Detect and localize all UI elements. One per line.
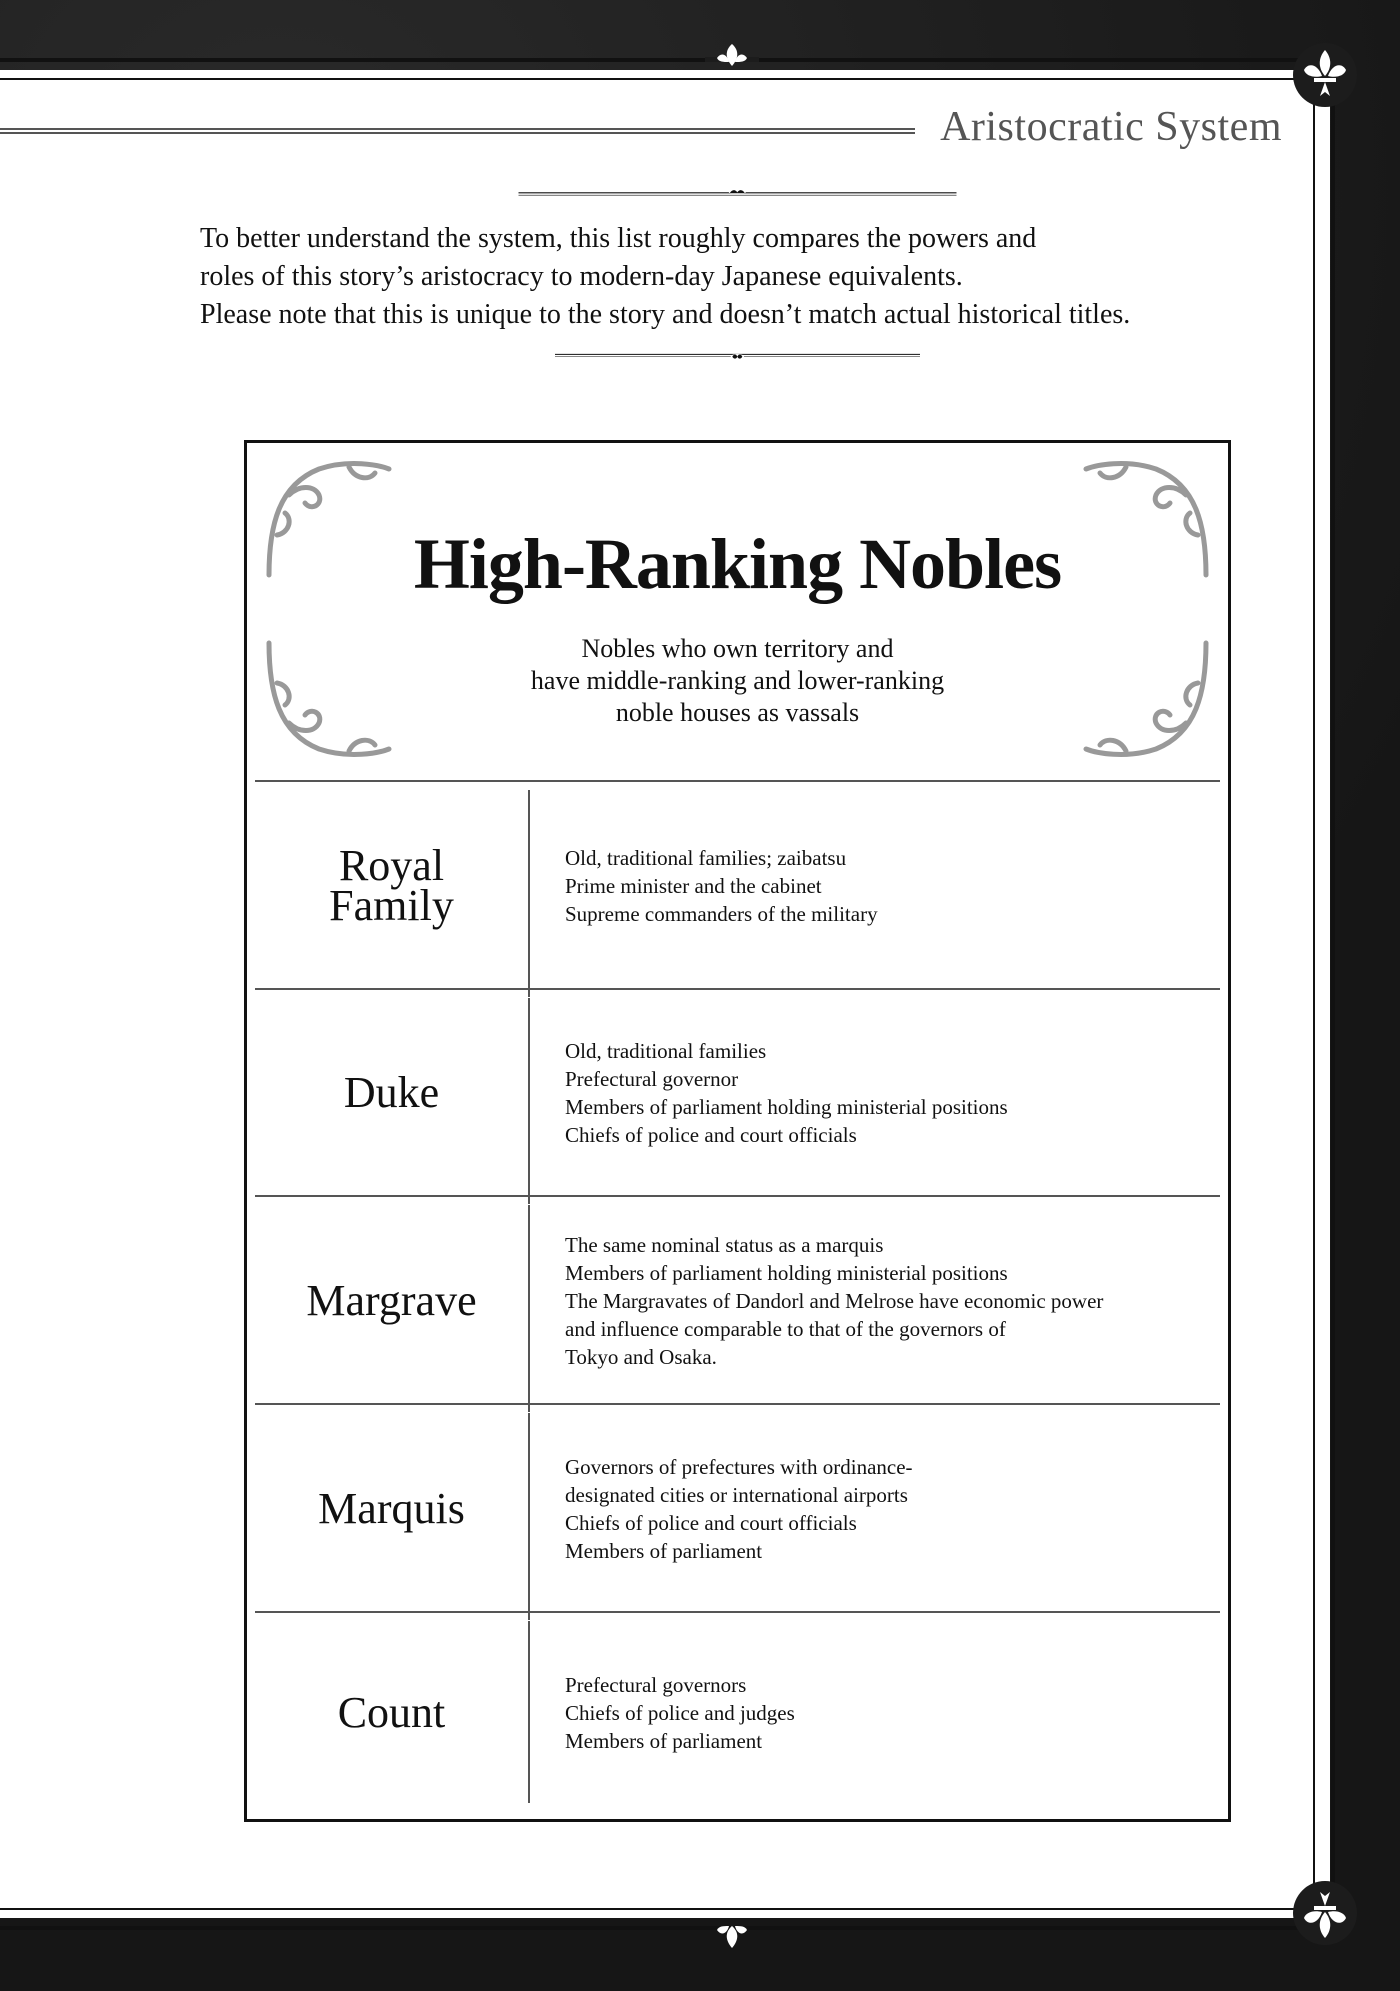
column-divider	[528, 998, 530, 1204]
desc-line: Members of parliament	[565, 1538, 763, 1563]
column-divider	[528, 790, 530, 997]
intro-top-rule	[190, 190, 1285, 198]
desc-line: Old, traditional families; zaibatsu	[565, 845, 847, 870]
scroll-flourish-icon	[729, 190, 747, 194]
desc-line: Tokyo and Osaka.	[565, 1344, 717, 1369]
desc-line: designated cities or international airports	[565, 1482, 908, 1507]
desc-line: Chiefs of police and court officials	[565, 1510, 857, 1535]
subtitle-line: Nobles who own territory and	[581, 634, 894, 663]
page-title: Aristocratic System	[940, 104, 1282, 150]
rank-description	[565, 1613, 1205, 1813]
rank-label	[255, 1405, 528, 1612]
table-row	[255, 1611, 1220, 1809]
rank-line: Count	[337, 1688, 446, 1737]
desc-line: Supreme commanders of the military	[565, 901, 878, 926]
desc-line: Members of parliament	[565, 1729, 763, 1753]
intro-bottom-rule	[190, 352, 1285, 360]
rank-line: Family	[329, 880, 454, 930]
table-subtitle	[247, 633, 1228, 729]
desc-line: Old, traditional families	[565, 1039, 767, 1063]
subtitle-line: have middle-ranking and lower-ranking	[530, 666, 945, 695]
desc-line: The Margravates of Dandorl and Melrose have economic power	[565, 1288, 1104, 1313]
table-title: High-Ranking Nobles	[413, 524, 1062, 604]
table-row	[255, 1403, 1220, 1612]
scroll-flourish-icon	[731, 354, 744, 359]
desc-line: Prime minister and the cabinet	[565, 873, 822, 898]
column-divider	[528, 1621, 530, 1803]
desc-line: Governors of prefectures with ordinance-	[565, 1454, 913, 1479]
desc-line: The same nominal status as a marquis	[565, 1232, 884, 1257]
subtitle-line: noble houses as vassals	[615, 698, 860, 727]
rank-label	[255, 1197, 528, 1404]
rank-label	[255, 1613, 528, 1813]
rank-line: Royal	[338, 840, 445, 890]
intro-text	[200, 220, 1300, 334]
intro-line: roles of this story’s aristocracy to modern-day Japanese equivalents.	[200, 261, 963, 292]
rank-description	[565, 782, 1205, 989]
fleur-de-lis-icon	[1290, 1878, 1360, 1948]
rank-description	[565, 1197, 1205, 1404]
rank-line: Margrave	[306, 1275, 477, 1325]
desc-line: and influence comparable to that of the governors of	[565, 1316, 1006, 1341]
desc-line: Prefectural governor	[565, 1067, 739, 1091]
intro-line: Please note that this is unique to the story and doesn’t match actual historical titles.	[200, 299, 1131, 330]
rank-line: Duke	[343, 1068, 440, 1117]
table-row	[255, 780, 1220, 989]
rank-label	[255, 990, 528, 1196]
desc-line: Chiefs of police and judges	[565, 1701, 795, 1725]
intro-line: To better understand the system, this list roughly compares the powers and	[200, 223, 1037, 254]
desc-line: Members of parliament holding ministerial positions	[565, 1260, 1008, 1285]
rank-description	[565, 1405, 1205, 1612]
desc-line: Prefectural governors	[565, 1673, 747, 1697]
desc-line: Chiefs of police and court officials	[565, 1123, 857, 1147]
tulip-ornament-icon	[705, 40, 759, 74]
tulip-ornament-icon	[705, 1918, 759, 1952]
rank-description	[565, 990, 1205, 1196]
desc-line: Members of parliament holding ministerial positions	[565, 1095, 1008, 1119]
rank-label	[255, 782, 528, 989]
header-rule	[0, 128, 915, 134]
column-divider	[528, 1413, 530, 1620]
fleur-de-lis-icon	[1290, 40, 1360, 110]
column-divider	[528, 1205, 530, 1412]
table-row	[255, 1195, 1220, 1404]
nobles-table	[244, 440, 1231, 1822]
table-row	[255, 988, 1220, 1196]
rank-line: Marquis	[318, 1483, 465, 1533]
